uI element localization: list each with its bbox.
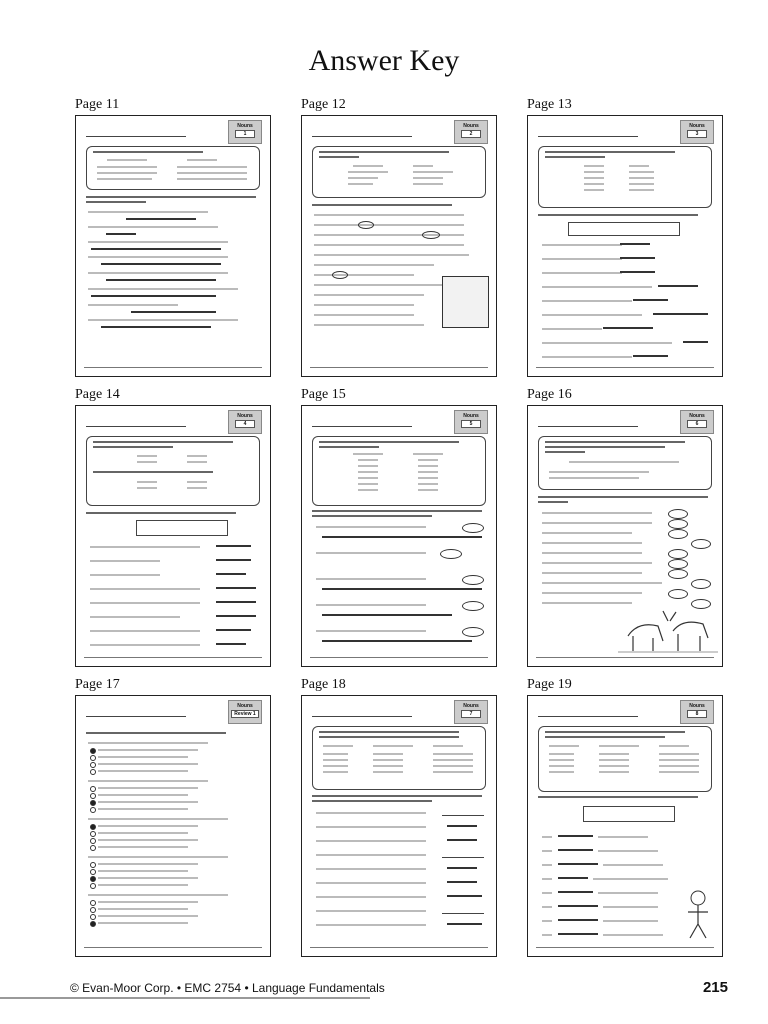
page-label-11: Page 11 — [75, 97, 120, 112]
footer-divider — [0, 997, 370, 999]
page-footer — [536, 657, 714, 662]
lesson-tab: Nouns 2 — [454, 120, 488, 144]
name-line — [312, 420, 412, 427]
page-label-13: Page 13 — [527, 97, 572, 112]
page-footer — [536, 367, 714, 372]
moose-illustration — [618, 606, 718, 656]
page-footer — [310, 947, 488, 952]
word-box — [568, 222, 680, 236]
lesson-tab: Nouns 7 — [454, 700, 488, 724]
page-footer — [310, 657, 488, 662]
instruction-box — [86, 146, 260, 190]
instruction-box — [312, 436, 486, 506]
name-line — [538, 420, 638, 427]
name-line — [86, 710, 186, 717]
page-label-17: Page 17 — [75, 677, 120, 692]
page-label-14: Page 14 — [75, 387, 120, 402]
instruction-box — [538, 726, 712, 792]
page-label-16: Page 16 — [527, 387, 572, 402]
lesson-tab: Nouns 8 — [680, 700, 714, 724]
copyright-footer: © Evan-Moor Corp. • EMC 2754 • Language Fundamentals — [70, 981, 385, 995]
lesson-tab: Nouns 6 — [680, 410, 714, 434]
lesson-tab: Nouns Review 1 — [228, 700, 262, 724]
character-illustration — [678, 886, 718, 941]
store-illustration — [442, 276, 489, 328]
instruction-box — [538, 436, 712, 490]
page-thumbnail-19[interactable] — [527, 695, 723, 957]
name-line — [86, 130, 186, 137]
page-footer — [84, 657, 262, 662]
instruction-box — [86, 436, 260, 506]
name-line — [538, 130, 638, 137]
page-thumbnail-18[interactable] — [301, 695, 497, 957]
lesson-tab: Nouns 4 — [228, 410, 262, 434]
name-line — [86, 420, 186, 427]
page-thumbnail-13[interactable] — [527, 115, 723, 377]
lesson-tab: Nouns 5 — [454, 410, 488, 434]
page-label-12: Page 12 — [301, 97, 346, 112]
page-thumbnail-15[interactable] — [301, 405, 497, 667]
page-thumbnail-14[interactable] — [75, 405, 271, 667]
word-box — [136, 520, 228, 536]
page-footer — [310, 367, 488, 372]
lesson-tab: Nouns 1 — [228, 120, 262, 144]
instruction-box — [312, 146, 486, 198]
name-line — [312, 710, 412, 717]
page-thumbnail-16[interactable] — [527, 405, 723, 667]
instruction-box — [312, 726, 486, 790]
page-thumbnail-17[interactable] — [75, 695, 271, 957]
lesson-tab: Nouns 3 — [680, 120, 714, 144]
page-thumbnail-12[interactable] — [301, 115, 497, 377]
page-footer — [84, 947, 262, 952]
page-label-18: Page 18 — [301, 677, 346, 692]
page-label-19: Page 19 — [527, 677, 572, 692]
name-line — [312, 130, 412, 137]
name-line — [538, 710, 638, 717]
page-label-15: Page 15 — [301, 387, 346, 402]
page-title: Answer Key — [308, 44, 460, 77]
page-thumbnail-11[interactable] — [75, 115, 271, 377]
page-footer — [84, 367, 262, 372]
word-box — [583, 806, 675, 822]
page-number: 215 — [702, 979, 728, 996]
page-footer — [536, 947, 714, 952]
instruction-box — [538, 146, 712, 208]
